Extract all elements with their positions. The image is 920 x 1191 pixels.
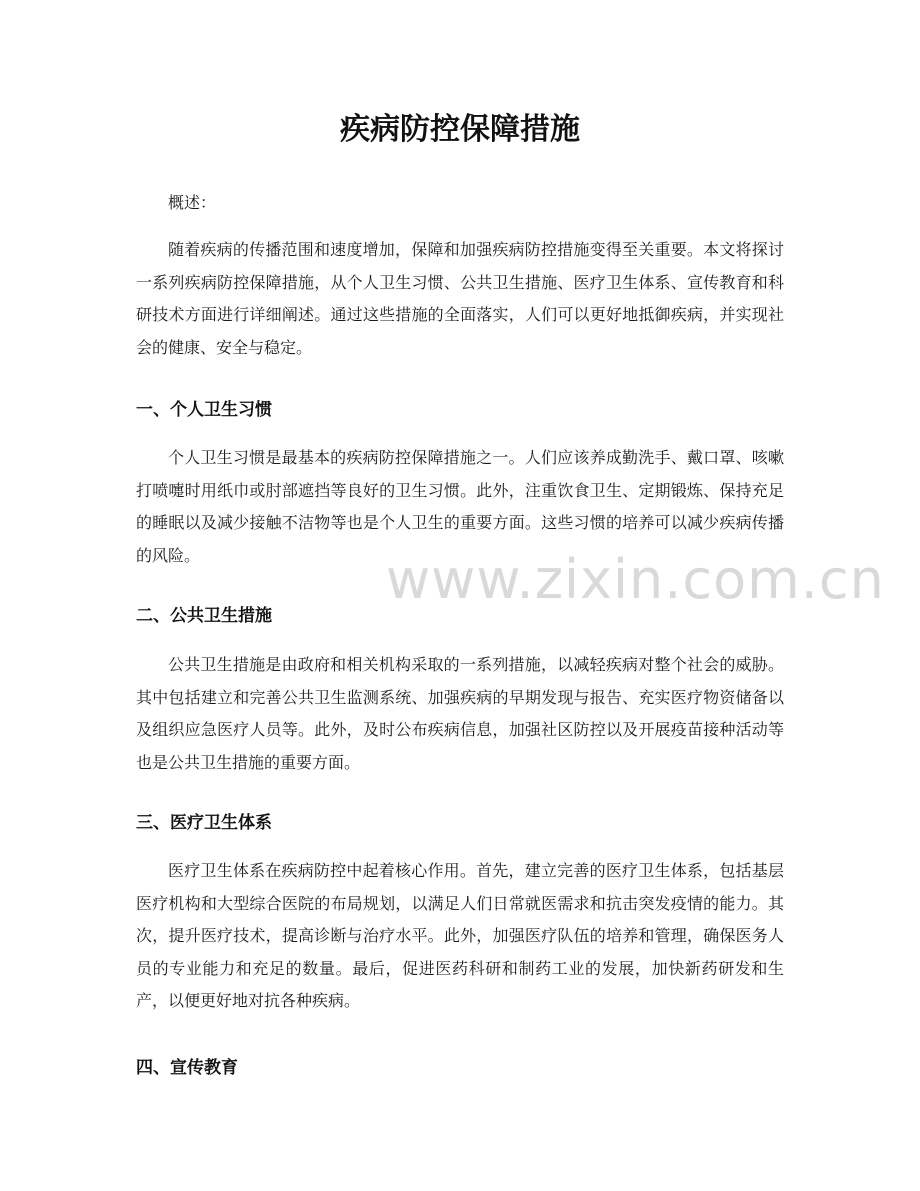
section-paragraph-personal-hygiene: 个人卫生习惯是最基本的疾病防控保障措施之一。人们应该养成勤洗手、戴口罩、咳嗽打喷嚏时用纸巾或肘部遮挡等良好的卫生习惯。此外，注重饮食卫生、定期锻炼、保持充足的睡眠以及减少接触不洁物等也是个人卫生的重要方面。这些习惯的培养可以减少疾病传播的风险。 <box>136 448 784 565</box>
section-heading-personal-hygiene: 一、个人卫生习惯 <box>136 400 272 420</box>
section-heading-public-health: 二、公共卫生措施 <box>136 606 272 626</box>
document-title: 疾病防控保障措施 <box>340 112 580 147</box>
section-heading-publicity-education: 四、宣传教育 <box>136 1058 238 1078</box>
section-paragraph-medical-system: 医疗卫生体系在疾病防控中起着核心作用。首先，建立完善的医疗卫生体系，包括基层医疗机构和大型综合医院的布局规划，以满足人们日常就医需求和抗击突发疫情的能力。其次，提升医疗技术，提高诊断与治疗水平。此外，加强医疗队伍的培养和管理，确保医务人员的专业能力和充足的数量。最后，促进医药科研和制药工业的发展，加快新药研发和生产，以便更好地对抗各种疾病。 <box>136 861 784 1010</box>
site-watermark: www.zixin.com.cn <box>386 548 885 611</box>
overview-label: 概述： <box>168 193 217 212</box>
overview-paragraph: 随着疾病的传播范围和速度增加，保障和加强疾病防控措施变得至关重要。本文将探讨一系列疾病防控保障措施，从个人卫生习惯、公共卫生措施、医疗卫生体系、宣传教育和科研技术方面进行详细阐述。通过这些措施的全面落实，人们可以更好地抵御疾病，并实现社会的健康、安全与稳定。 <box>136 240 784 357</box>
section-heading-medical-system: 三、医疗卫生体系 <box>136 813 272 833</box>
section-paragraph-public-health: 公共卫生措施是由政府和相关机构采取的一系列措施，以减轻疾病对整个社会的威胁。其中包括建立和完善公共卫生监测系统、加强疾病的早期发现与报告、充实医疗物资储备以及组织应急医疗人员等。此外，及时公布疾病信息，加强社区防控以及开展疫苗接种活动等也是公共卫生措施的重要方面。 <box>136 655 784 772</box>
